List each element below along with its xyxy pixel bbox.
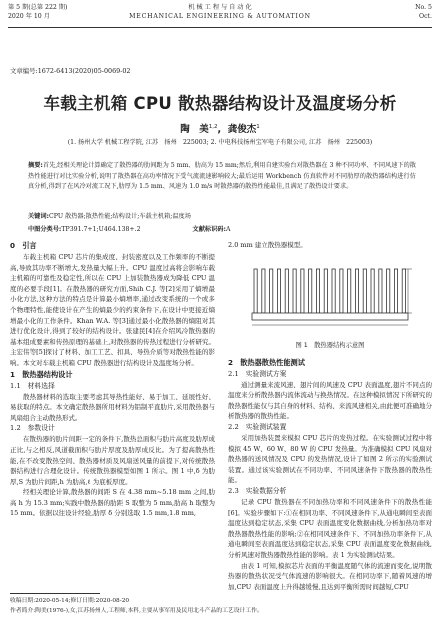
heatsink-fin xyxy=(309,269,312,313)
abstract-label: 摘要: xyxy=(28,162,43,169)
heatsink-fin xyxy=(254,269,257,313)
right-column xyxy=(228,240,432,592)
heatsink-fin xyxy=(324,269,327,313)
paragraph: 采用加热装置来模拟 CPU 芯片的发热过程。在实验测试过程中将模拟 45 W、60 W、80 W 的 CPU 发热量。为准确模拟 CPU 风扇对散热器的送风情况及 CPU 的发热情况,设计了如图 2 所示的实验测试装置。通过该实验测试在不同功率、不同风速条件下散热器的散热性能。 xyxy=(228,433,432,485)
author-affil-mark: 1,2 xyxy=(208,123,218,130)
heatsink-fin xyxy=(402,269,405,313)
heatsink-fin xyxy=(379,269,382,313)
article-id: 文章编号:1672-6413(2020)05-0069-02 xyxy=(10,67,131,75)
subsection-heading: 2.1 实验测试方案 xyxy=(228,369,287,378)
journal-name-cn: 机 械 工 程 与 自 动 化 xyxy=(188,4,252,11)
heatsink-fin xyxy=(316,269,319,313)
running-header xyxy=(8,3,432,29)
heatsink-fin xyxy=(363,269,366,313)
heatsink-fin xyxy=(332,269,335,313)
author-affil-mark: 1 xyxy=(256,123,260,130)
affiliation: (1. 扬州大学 机械工程学院, 江苏 扬州 225003; 2. 中电科技扬州宝军电子有限公司, 江苏 扬州 225003) xyxy=(67,139,373,146)
footnote-author-bio: 作者简介:陶美(1976-),女,江苏扬州人,工程师,本科,主要从事军用及民用北斗产品的工艺设计工作。 xyxy=(10,608,263,614)
figure-1 xyxy=(228,251,432,357)
header-rule xyxy=(8,27,432,28)
author-name: 陶 美 xyxy=(180,124,209,135)
heatsink-fin xyxy=(340,269,343,313)
left-column xyxy=(10,240,215,519)
paper-title: 车载主机箱 CPU 散热器结构设计及温度场分析 xyxy=(43,94,397,113)
doc-code-label: 文献标识码: xyxy=(192,226,226,233)
paragraph: 在散热器的肋片间距一定的条件下,散热总面积与肋片高度及肋厚成正比,与之相反,风道截面积与肋片厚度及肋厚成反比。为了提高散热性能,在不改变散热空间、散热器材质及风扇送风量的前提下,对传统散热器结构进行合理化设计。传统散热器模型如图 1 所示。图 1 中,δ 为肋厚,S 为肋片间距,h 为肋高,ℓ 为底板厚度。 xyxy=(10,435,215,486)
subsection-heading: 2.3 实验数据分析 xyxy=(228,486,287,495)
keywords-text: CPU 散热器;散热性能;结构设计;车载主机箱;温度场 xyxy=(49,213,191,220)
heatsink-fin xyxy=(262,269,265,313)
heatsink-fin xyxy=(355,269,358,313)
paragraph: 通过测量来流风速、翅片间的风速及 CPU 表面温度,翅片不同点的温度来分析散热器内流体流动与换热情况。在这种模拟情况下所研究的散热器性能仅与其自身的材料、结构、来流风速相关,由此便可准确地分析散热器的散热性能。 xyxy=(228,380,432,421)
paragraph: 由表 1 可知,模拟芯片表面的平衡温度随气体的流速而变化,说明散热器的散热状况受气体流速的影响很大。在相同功率下,随着风速的增加,CPU 表面温度上升得越缓慢,且达到平衡所需时间越短,CPU xyxy=(228,561,432,591)
paragraph: 经相关理论计算,散热器的间距 S 在 4.38 mm~5.18 mm 之间,肋高 h 为 15.3 mm;实践中散热器的肋距 S 取整为 5 mm,肋高 h 取整为 15 mm。依据以往设计经验,肋厚 δ 分别选取 1.5 mm,1.8 mm, xyxy=(10,488,215,518)
keywords-label: 关键词: xyxy=(28,213,50,220)
paragraph: 散热器材料的选取主要考虑其导热性能好、易于加工、延展性好、易获取的特点。本文确定散热器所用材料为铝制平直肋片,采用散热器与风扇组合主动散热形式。 xyxy=(10,392,215,422)
abstract xyxy=(28,161,416,193)
heatsink-fin xyxy=(301,269,304,313)
clc-code: TP391.7+1;U464.138+.2 xyxy=(61,226,141,233)
heatsink-fin xyxy=(371,269,374,313)
classification xyxy=(28,224,416,233)
heatsink-fin xyxy=(394,269,397,313)
heatsink-base-plate xyxy=(252,313,408,320)
footnote-rule xyxy=(10,593,100,594)
paragraph: 记录 CPU 散热器在不同加热功率和不同风速条件下的散热性能[6]。实验步骤如下:①在相同功率、不同风速条件下,从通电瞬间至表面温度达到稳定状态,采集 CPU 表面温度变化数据曲线,分析加热功率对散热器散热性能的影响;②在相同风速条件下、不同加热功率条件下,从通电瞬间至表面温度达到稳定状态,采集 CPU 表面温度变化数据曲线,分析风速对散热器散热性能的影响。表 1 为实验测试结果。 xyxy=(228,497,432,559)
doc-code: A xyxy=(225,226,231,233)
section-heading: 0 引言 xyxy=(10,241,37,250)
heatsink-fin xyxy=(293,269,296,313)
subsection-heading: 2.2 实验测试装置 xyxy=(228,422,287,431)
header-right xyxy=(415,3,432,21)
heatsink-fin xyxy=(285,269,288,313)
issue-number: 第 5 期(总第 222 期) xyxy=(8,4,68,11)
issue-no: No. 5 xyxy=(415,4,432,11)
clc-label: 中图分类号: xyxy=(28,226,62,233)
journal-name-en: MECHANICAL ENGINEERING & AUTOMATION xyxy=(129,13,311,20)
subsection-heading: 1.2 参数设计 xyxy=(10,424,55,433)
section-heading: 2 散热器散热性能测试 xyxy=(228,357,305,367)
heatsink-fin xyxy=(387,269,390,313)
abstract-text: 首先,经相关理论计算确定了散热器的肋间距为 5 mm、肋高为 15 mm;然后,利用自建实验台对散热器在 3 种不同功率、不同风速下的散热性能进行对比实验分析,说明了散热器在高功率情况下受气流流速影响较大;最后运用 Workbench 仿真软件对不同肋厚的散热器结构进行仿真分析,得到了在风冷对流工况下,肋厚为 1.5 mm、风速为 1.0 m/s 时散热器的散热性能最佳,且满足了散热设计要求。 xyxy=(28,162,416,191)
paragraph: 2.0 mm 建立散热器模型。 xyxy=(228,241,307,249)
heatsink-diagram xyxy=(248,261,412,337)
issue-date: 2020 年 10 月 xyxy=(8,13,50,20)
subsection-heading: 1.1 材料选择 xyxy=(10,381,55,390)
issue-month: Oct. xyxy=(419,13,432,20)
author-line: 陶 美$^{1,2}$, 龚俊杰$^1$ xyxy=(180,123,260,135)
keywords xyxy=(28,211,416,220)
paragraph: 车载主机箱 CPU 芯片的集成度、封装密度以及工作频率的不断提高,导致其功率不断增大,发热量大幅上升。CPU 温度过高将会影响车载主机箱的可靠性及稳定性,所以在 CPU 上加装散热器成为降低 CPU 温度的必要手段[1]。在散热器的研究方面,Shih C.J. 等[2]采用了熵增最小化方法,这种方法的特点是计算最小熵增率,通过改变系统的一个或多个物理特性,能使设计在产生的熵最少的约束条件下,在设计中更接近熵增最小化的工作条件。Khan W.A. 等[3]通过最小化散热器的熵阻对其进行优化设计,得到了较好的结构设计。张建民[4]在介绍风冷散热器的基本组成要素和传热原理的基础上,对散热器的传热过程进行分析研究。主宏伟等[5]探讨了材料、加工工艺、扣具、导热介质等对散热性能的影响。本文对车载主机箱 CPU 散热器进行结构设计及温度场分析。 xyxy=(10,253,215,367)
heatsink-fin xyxy=(277,269,280,313)
section-heading: 1 散热器结构设计 xyxy=(10,369,73,379)
heatsink-fin xyxy=(348,269,351,313)
author-name: 龚俊杰 xyxy=(227,124,257,135)
figure-caption: 图 1 散热器结构示意图 xyxy=(295,341,365,349)
header-center xyxy=(8,3,432,21)
footnote-received: 收稿日期:2020-05-14;修订日期:2020-08-20 xyxy=(10,598,130,604)
heatsink-fin xyxy=(270,269,273,313)
